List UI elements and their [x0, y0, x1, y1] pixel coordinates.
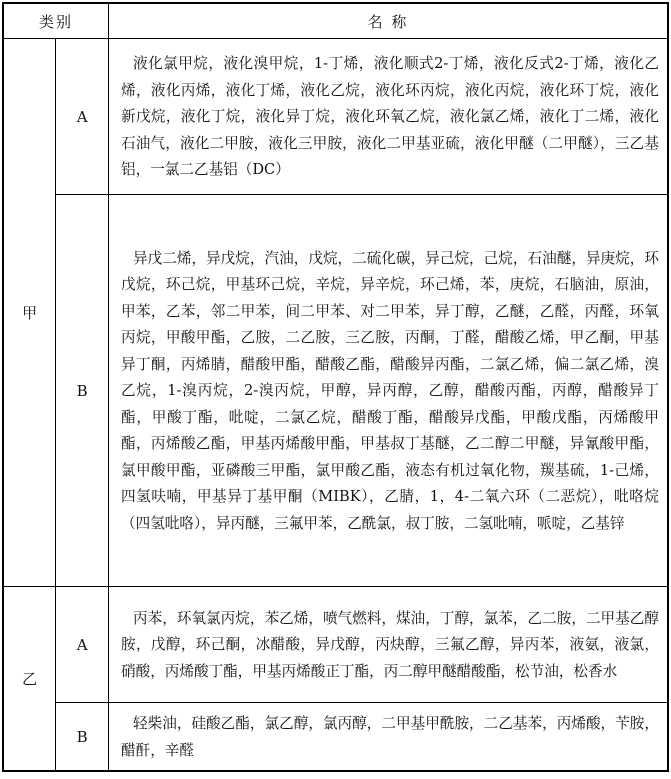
table-row — [3, 195, 668, 587]
substance-list: 丙苯，环氧氯丙烷，苯乙烯，喷气燃料，煤油，丁醇，氯苯，乙二胺，二甲基乙醇胺，戊醇，环己酮，冰醋酸，异戊醇，丙炔醇，三氟乙醇，异丙苯，液氨，液氯，硝酸，丙烯酸丁酯，甲基丙烯酸正丁酯，丙二醇甲醚醋酸酯，松节油，松香水 — [109, 587, 669, 703]
table-row — [3, 703, 668, 772]
substance-list: 液化氯甲烷，液化溴甲烷，1-丁烯，液化顺式2-丁烯，液化反式2-丁烯，液化乙烯，液化丙烯，液化丁烯，液化乙烷，液化环丙烷，液化丙烷，液化环丁烷，液化新戊烷，液化丁烷，液化异丁烷，液化环氧乙烷，液化氯乙烯，液化丁二烯，液化石油气，液化二甲胺，液化三甲胺，液化二甲基亚硫，液化甲醚（二甲醚），三乙基铝，一氯二乙基铝（DC） — [109, 39, 669, 195]
table-row — [3, 587, 668, 703]
subclass-label: A — [56, 39, 109, 195]
class-label-jia: 甲 — [3, 39, 56, 587]
subclass-label: A — [56, 587, 109, 703]
substance-list: 异戊二烯，异戊烷，汽油，戊烷，二硫化碳，异己烷，己烷，石油醚，异庚烷，环戊烷，环己烷，甲基环己烷，辛烷，异辛烷，环己烯，苯，庚烷，石脑油，原油，甲苯，乙苯，邻二甲苯，间二甲苯、对二甲苯，异丁醇，乙醚，乙醛，丙醛，环氧丙烷，甲酸甲酯，乙胺，二乙胺，三乙胺，丙酮，丁醛，醋酸乙烯，甲乙酮，甲基异丁酮，丙烯腈，醋酸甲酯，醋酸乙酯，醋酸异丙酯，二氯乙烯，偏二氯乙烯，溴乙烷，1-溴丙烷，2-溴丙烷，甲醇，异丙醇，乙醇，醋酸丙酯，丙醇，醋酸异丁酯，甲酸丁酯，吡啶，二氯乙烷，醋酸丁酯，醋酸异戊酯，甲酸戊酯，丙烯酸甲酯，丙烯酸乙酯，甲基丙烯酸甲酯，甲基叔丁基醚，乙二醇二甲醚，异氰酸甲酯，氯甲酸甲酯，亚磷酸三甲酯，氯甲酸乙酯，液态有机过氧化物，羰基硫，1-己烯，四氢呋喃，甲基异丁基甲酮（MIBK），乙腈，1，4-二氧六环（二恶烷），吡咯烷（四氢吡咯），异丙醚，三氟甲苯，乙酰氯，叔丁胺，二氢吡喃，哌啶，乙基锌 — [109, 195, 669, 587]
subclass-label: B — [56, 195, 109, 587]
category-header: 类别 — [3, 3, 109, 39]
hazard-classification-table — [2, 2, 669, 772]
name-header: 名 称 — [109, 3, 669, 39]
header-row — [3, 3, 668, 39]
substance-list: 轻柴油，硅酸乙酯，氯乙醇，氯丙醇，二甲基甲酰胺，二乙基苯，丙烯酸，苄胺，醋酐，辛醛 — [109, 703, 669, 772]
class-label-yi: 乙 — [3, 587, 56, 772]
subclass-label: B — [56, 703, 109, 772]
table-row — [3, 39, 668, 195]
